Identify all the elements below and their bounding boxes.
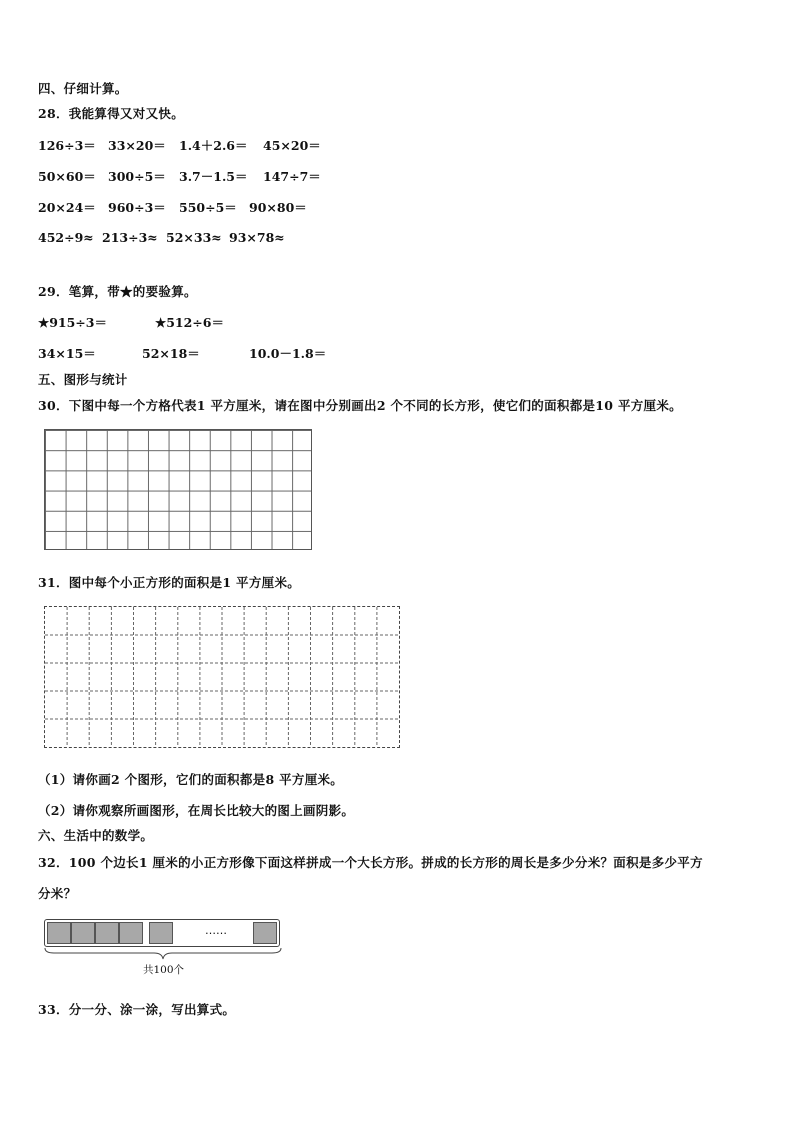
q31-grid-lines — [45, 607, 399, 747]
q29-exercise: ★512÷6＝ — [155, 315, 224, 330]
q29-exercise: 34×15＝ — [38, 346, 96, 361]
q31-title: 31．图中每个小正方形的面积是1 平方厘米。 — [38, 575, 301, 590]
q30-title: 30．下图中每一个方格代表1 平方厘米，请在图中分别画出2 个不同的长方形，使它们的面积都是10 平方厘米。 — [38, 398, 682, 413]
small-square — [149, 922, 173, 944]
q33-title: 33．分一分、涂一涂，写出算式。 — [38, 1002, 236, 1017]
q28-exercise: 45×20＝ — [263, 138, 321, 153]
q30-square-grid — [44, 429, 312, 550]
q31-sub1: （1）请你画2 个图形，它们的面积都是8 平方厘米。 — [38, 772, 344, 787]
small-square — [47, 922, 71, 944]
q28-exercise: 20×24＝ — [38, 200, 96, 215]
small-square — [71, 922, 95, 944]
q28-exercise: 3.7－1.5＝ — [179, 169, 248, 184]
q28-exercise: 33×20＝ — [108, 138, 166, 153]
q28-exercise: 550÷5＝ — [179, 200, 237, 215]
small-square — [253, 922, 277, 944]
q28-exercise: 93×78≈ — [229, 230, 285, 245]
q28-exercise: 1.4＋2.6＝ — [179, 138, 248, 153]
small-square — [95, 922, 119, 944]
q31-dashed-grid — [44, 606, 400, 748]
q28-exercise: 90×80＝ — [249, 200, 307, 215]
q28-exercise: 300÷5＝ — [108, 169, 166, 184]
q28-exercise: 452÷9≈ — [38, 230, 94, 245]
q29-exercise: 52×18＝ — [142, 346, 200, 361]
q28-title: 28．我能算得又对又快。 — [38, 106, 184, 121]
q31-sub2: （2）请你观察所画图形，在周长比较大的图上画阴影。 — [38, 803, 355, 818]
q32-square-strip — [44, 919, 280, 947]
q28-exercise: 213÷3≈ — [102, 230, 158, 245]
q29-exercise: 10.0－1.8＝ — [249, 346, 327, 361]
q29-title: 29．笔算，带★的要验算。 — [38, 284, 197, 299]
section5-heading: 五、图形与统计 — [38, 372, 128, 387]
q32-brace-label: 共100个 — [143, 964, 185, 976]
q28-exercise: 960÷3＝ — [108, 200, 166, 215]
section4-heading: 四、仔细计算。 — [38, 81, 128, 96]
q28-exercise: 147÷7＝ — [263, 169, 321, 184]
section6-heading: 六、生活中的数学。 — [38, 828, 154, 843]
ellipsis-text: …… — [205, 924, 227, 937]
q28-exercise: 50×60＝ — [38, 169, 96, 184]
q28-exercise: 126÷3＝ — [38, 138, 96, 153]
q32-title-line1: 32．100 个边长1 厘米的小正方形像下面这样拼成一个大长方形。拼成的长方形的周长是多少分米？面积是多少平方 — [38, 855, 703, 870]
q32-title-line2: 分米？ — [38, 886, 77, 901]
q28-exercise: 52×33≈ — [166, 230, 222, 245]
small-square — [119, 922, 143, 944]
q29-exercise: ★915÷3＝ — [38, 315, 107, 330]
q32-brace — [44, 947, 282, 961]
